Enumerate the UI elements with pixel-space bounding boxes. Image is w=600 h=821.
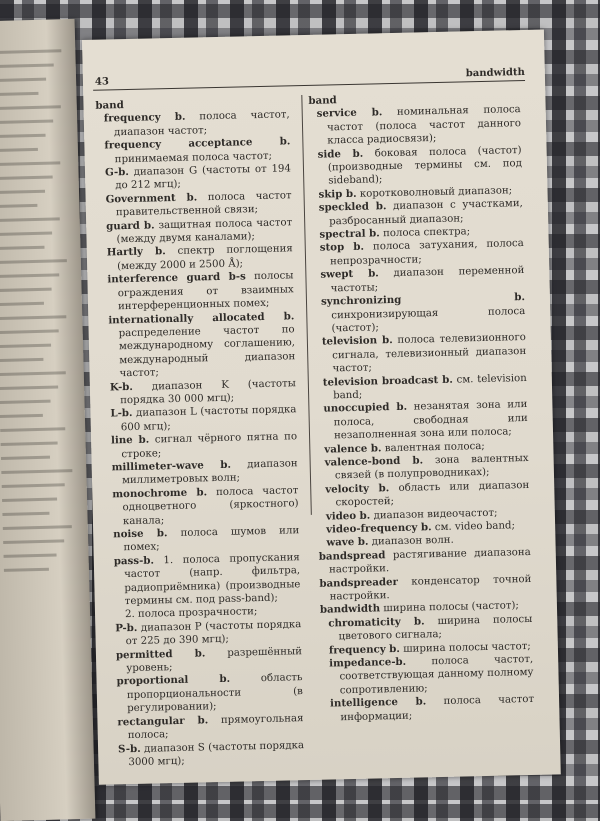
headword: interference guard b-s — [107, 271, 246, 286]
definition: незанятая зона или полоса, свободная или незаполненная зона или полоса; — [334, 399, 528, 441]
dictionary-entry — [309, 103, 522, 148]
facing-page-text-line — [0, 358, 43, 362]
running-head: bandwidth — [466, 67, 525, 79]
facing-page-text-line — [0, 427, 65, 432]
headword: millimeter-wave b. — [112, 459, 232, 474]
headword: valence-bond b. — [325, 454, 424, 468]
definition: номинальная полоса частот (полоса частот данного класса радиосвязи); — [327, 104, 521, 146]
definition: полоса шумов или помех; — [123, 525, 299, 553]
definition: полоса спектра; — [383, 226, 470, 239]
definition: полоса частот информации; — [340, 694, 534, 723]
headword: video b. — [326, 509, 371, 522]
definition: ширина полосы цветового сигнала; — [338, 614, 532, 643]
headword: wave b. — [326, 536, 368, 549]
definition: диапазон переменной частоты; — [331, 265, 525, 294]
definition: защитная полоса частот (между двумя каналами); — [116, 217, 292, 245]
headword: synchronizing b. — [321, 291, 525, 308]
facing-page-text-line — [0, 232, 52, 236]
definition: диапазон L (частоты порядка 600 мгц); — [121, 405, 297, 433]
headword: monochrome b. — [112, 486, 207, 500]
definition: диапазон S (частоты порядка 3000 мгц); — [128, 740, 304, 768]
facing-page-text-line — [0, 315, 66, 320]
definition: разрешённый уровень; — [126, 646, 302, 674]
definition: растягивание диапазона настройки. — [329, 547, 531, 576]
facing-page-text-line — [0, 63, 54, 68]
facing-page-text-line — [3, 525, 72, 530]
facing-page-text-line — [0, 134, 46, 138]
headword: swept b. — [320, 268, 379, 281]
facing-page-text-line — [2, 498, 57, 502]
facing-page-text-line — [0, 105, 61, 110]
dictionary-entry — [315, 398, 528, 443]
definition: полоса затухания, полоса непрозрачности; — [330, 239, 524, 268]
headword: bandspreader — [319, 576, 398, 590]
headword: G-b. — [105, 166, 129, 179]
definition: диапазон с участками, разбросанный диапазон; — [329, 198, 523, 227]
page-number: 43 — [95, 76, 109, 87]
facing-page-text-line — [1, 469, 72, 474]
headword: guard b. — [106, 219, 155, 232]
definition: конденсатор точной настройки. — [330, 574, 532, 603]
definition: распределение частот по международному соглашению, международный диапазон частот; — [119, 324, 296, 379]
facing-page-text-line — [0, 344, 51, 348]
headword: side b. — [318, 147, 364, 160]
definition: диапазон P (частоты порядка от 225 до 390 мгц); — [126, 619, 302, 647]
headword: spectral b. — [319, 227, 380, 240]
headword: P-b. — [115, 622, 137, 634]
headword: velocity b. — [325, 482, 389, 495]
headword: proportional b. — [116, 673, 230, 688]
dictionary-entry — [314, 331, 527, 376]
headword: frequency b. — [329, 643, 400, 657]
headword: frequency acceptance b. — [104, 136, 290, 152]
headword: unoccupied b. — [323, 401, 407, 415]
headword: skip b. — [318, 188, 356, 201]
dictionary-entry — [322, 693, 535, 725]
headword: intelligence b. — [330, 696, 426, 710]
dictionary-entry — [313, 291, 526, 336]
headword: band — [95, 99, 124, 112]
headword: Hartly b. — [107, 246, 166, 259]
facing-page-text-line — [1, 441, 58, 445]
headword: K-b. — [110, 380, 133, 393]
definition: коротковолновый диапазон; — [360, 185, 513, 199]
definition: ширина полосы (частот); — [383, 601, 519, 615]
dictionary-entry — [106, 551, 301, 609]
headword: line b. — [111, 434, 149, 447]
definition: полоса частот правительственной связи; — [116, 190, 292, 218]
definition: спектр поглощения (между 2000 и 2500 Å); — [117, 244, 293, 272]
facing-page-text-line — [0, 190, 45, 194]
headword: noise b. — [113, 527, 168, 540]
headword: valence b. — [324, 442, 381, 455]
headword: pass-b. — [114, 554, 154, 567]
definition: валентная полоса; — [385, 441, 485, 454]
headword: stop b. — [320, 241, 365, 254]
facing-page-text-line — [0, 217, 60, 222]
facing-page-text-line — [0, 288, 52, 292]
headword: permitted b. — [116, 647, 206, 661]
page-header — [93, 60, 525, 91]
definition: ширина полосы частот; — [403, 641, 531, 655]
dictionary-entry — [108, 672, 303, 717]
headword: impedance-b. — [329, 656, 406, 670]
headword: video-frequency b. — [326, 521, 432, 535]
definition: диапазон миллиметровых волн; — [122, 458, 298, 486]
definition: боковая полоса (частот) (производные термины см. под sideband); — [328, 145, 522, 187]
dictionary-entry — [310, 144, 523, 189]
definition: полосы ограждения от взаимных интерференционных помех; — [118, 271, 294, 313]
definition: полоса частот, соответствующая данному полному сопротивлению; — [339, 654, 533, 696]
facing-page-text-line — [0, 371, 66, 376]
dictionary-entry — [104, 484, 299, 529]
definition-continuation: 2. полоса прозрачности; — [107, 605, 301, 623]
facing-page-text-line — [0, 161, 60, 166]
facing-page-text-line — [0, 329, 59, 334]
facing-page-text-line — [0, 259, 67, 264]
dictionary-entry — [100, 310, 295, 381]
definition: принимаемая полоса частот; — [115, 150, 272, 165]
facing-page-text-line — [4, 554, 57, 558]
left-column — [95, 95, 304, 770]
dictionary-entry — [321, 653, 534, 698]
headword: speckled b. — [319, 200, 387, 214]
facing-page-text-line — [0, 176, 53, 181]
headword: internationally allocated b. — [108, 310, 294, 326]
definition: см. television band; — [333, 373, 527, 402]
facing-page-text-line — [2, 512, 49, 516]
definition: диапазон K (частоты порядка 30 000 мгц); — [120, 378, 296, 406]
definition: диапазон G (частоты от 194 до 212 мгц); — [115, 163, 291, 191]
headword: Government b. — [105, 191, 197, 205]
definition: область или диапазон скоростей; — [335, 480, 529, 509]
definition: полоса телевизионного сигнала, телевизионный диапазон частот; — [332, 332, 526, 374]
headword: television b. — [322, 334, 393, 348]
headword: bandwidth — [320, 603, 380, 616]
headword: L-b. — [110, 407, 132, 419]
definition: диапазон видеочастот; — [373, 507, 497, 521]
headword: band — [308, 94, 337, 107]
facing-page-text-line — [0, 49, 61, 54]
definition: сигнал чёрного пятна по строке; — [121, 431, 297, 459]
dictionary-entry — [99, 270, 294, 315]
facing-page-text-line — [1, 456, 50, 460]
dictionary-page — [82, 30, 561, 785]
headword: rectangular b. — [117, 714, 208, 728]
definition: полоса частот, диапазон частот; — [114, 110, 290, 138]
facing-page-text-line — [0, 204, 37, 208]
headword: chromaticity b. — [328, 615, 425, 629]
facing-page-text-line — [0, 246, 45, 250]
definition: зона валентных связей (в полупроводниках); — [335, 453, 529, 482]
facing-page-text-line — [0, 385, 58, 390]
headword: television broadcast b. — [323, 373, 453, 388]
facing-page-text-line — [0, 273, 59, 278]
definition: см. video band; — [435, 520, 515, 533]
definition: область пропорциональности (в регулировании); — [127, 673, 303, 715]
facing-page-text-line — [0, 78, 46, 82]
definition: диапазон волн. — [372, 535, 454, 548]
right-column — [301, 90, 529, 515]
definition: прямоугольная полоса; — [128, 713, 304, 741]
facing-page-text-line — [3, 539, 64, 544]
facing-page-text-line — [4, 568, 49, 572]
facing-page-text-line — [0, 414, 43, 418]
headword: bandspread — [319, 549, 386, 563]
facing-page-edge — [0, 19, 95, 821]
headword: frequency b. — [104, 111, 186, 125]
definition: полоса частот одноцветного (яркостного) канала; — [123, 485, 299, 527]
facing-page-text-line — [0, 400, 51, 404]
definition: 1. полоса пропускания частот (напр. фильтра, радиоприёмника) (производные термины см. под pass-band); — [124, 552, 301, 607]
dictionary-entry — [110, 739, 305, 770]
headword: service b. — [317, 107, 383, 120]
facing-page-text-line — [0, 302, 44, 306]
facing-page-text-line — [0, 119, 53, 124]
facing-page-text-line — [0, 148, 38, 152]
headword: S-b. — [118, 742, 141, 755]
facing-page-text-line — [0, 92, 38, 96]
facing-page-text-line — [2, 483, 65, 488]
definition: синхронизирующая полоса (частот); — [331, 306, 525, 335]
